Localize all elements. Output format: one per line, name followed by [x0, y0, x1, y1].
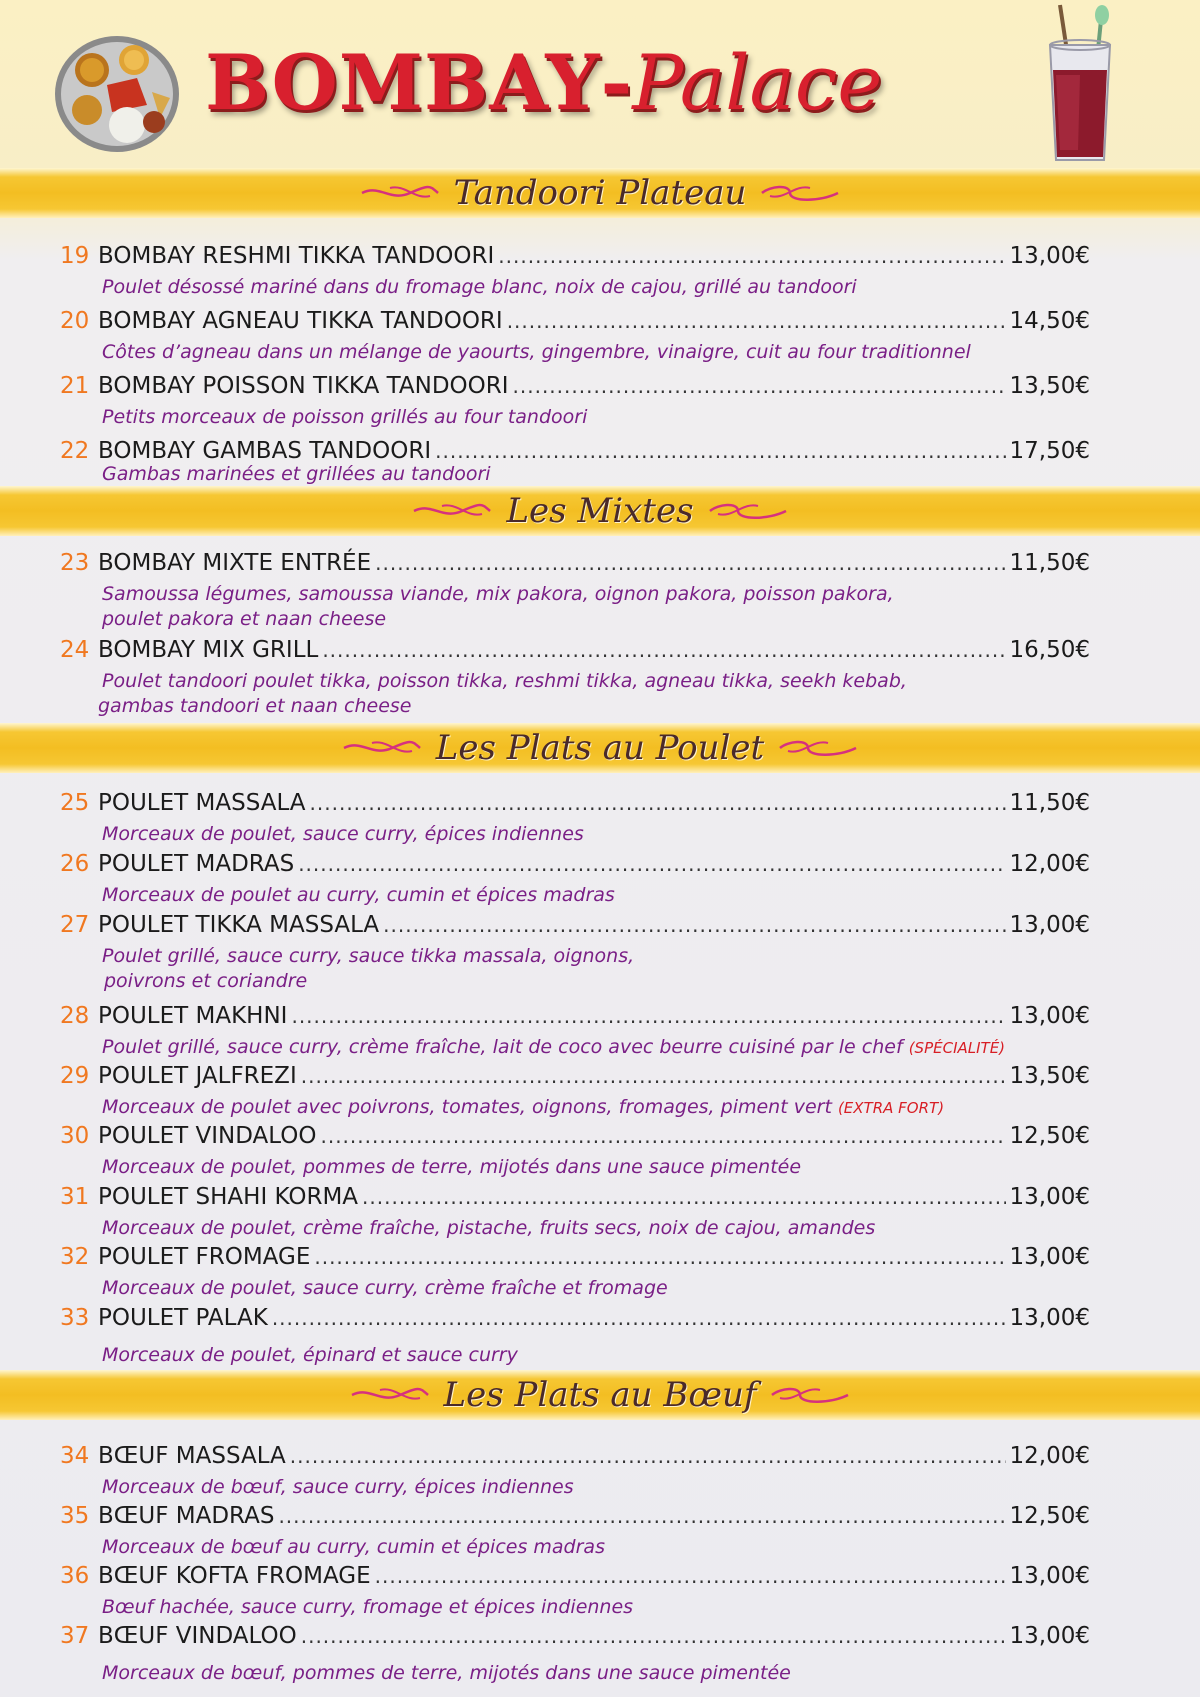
item-price: 13,00€ — [1009, 1244, 1090, 1270]
menu-item — [60, 1623, 1090, 1686]
spice-level-tag: (EXTRA FORT) — [837, 1099, 945, 1117]
brand-separator: - — [600, 38, 633, 127]
menu-item — [60, 308, 1090, 365]
leader-dots — [507, 309, 1006, 333]
flourish-left-icon — [342, 737, 422, 759]
item-name: BŒUF MASSALA — [98, 1443, 286, 1469]
item-description: Poulet désossé mariné dans du fromage blanc, noix de cajou, grillé au tandoori — [102, 276, 857, 298]
flourish-right-icon — [770, 1384, 850, 1406]
item-description: Bœuf hachée, sauce curry, fromage et épices indiennes — [102, 1596, 634, 1618]
item-name: POULET FROMAGE — [98, 1244, 311, 1270]
item-name: POULET TIKKA MASSALA — [98, 912, 380, 938]
item-description: gambas tandoori et naan cheese — [98, 695, 412, 717]
flourish-right-icon — [708, 500, 788, 522]
item-number: 28 — [60, 1003, 90, 1029]
item-price: 13,00€ — [1009, 1623, 1090, 1649]
item-description: Morceaux de poulet au curry, cumin et épices madras — [102, 884, 615, 906]
menu-item — [60, 912, 1090, 994]
leader-dots — [278, 1504, 1005, 1528]
item-name: BŒUF MADRAS — [98, 1503, 275, 1529]
item-number: 20 — [60, 308, 90, 334]
item-price: 13,00€ — [1009, 1003, 1090, 1029]
item-price: 13,00€ — [1009, 1184, 1090, 1210]
flourish-left-icon — [350, 1384, 430, 1406]
menu-item — [60, 243, 1090, 300]
leader-dots — [435, 439, 1005, 463]
item-description: Morceaux de bœuf, pommes de terre, mijotés dans une sauce pimentée — [102, 1662, 791, 1684]
section-title: Les Mixtes — [506, 491, 694, 531]
item-description: Gambas marinées et grillées au tandoori — [102, 463, 491, 485]
flourish-left-icon — [412, 500, 492, 522]
item-number: 29 — [60, 1063, 90, 1089]
item-description: Morceaux de poulet, pommes de terre, mijotés dans une sauce pimentée — [102, 1156, 802, 1178]
item-price: 11,50€ — [1009, 550, 1090, 576]
item-description: Poulet tandoori poulet tikka, poisson tikka, reshmi tikka, agneau tikka, seekh kebab, — [102, 670, 907, 692]
menu-item — [60, 1563, 1090, 1620]
leader-dots — [298, 852, 1005, 876]
leader-dots — [314, 1245, 1005, 1269]
menu-item — [60, 637, 1090, 719]
section-band-plats-au-boeuf — [0, 1370, 1200, 1420]
item-description: Morceaux de poulet, sauce curry, crème fraîche et fromage — [102, 1277, 668, 1299]
flourish-right-icon — [760, 182, 840, 204]
item-price: 12,50€ — [1009, 1503, 1090, 1529]
item-number: 32 — [60, 1244, 90, 1270]
flourish-left-icon — [360, 182, 440, 204]
section-band-tandoori-plateau — [0, 168, 1200, 218]
menu-item — [60, 550, 1090, 632]
item-name: POULET PALAK — [98, 1305, 268, 1331]
menu-item — [60, 1305, 1090, 1368]
item-description: Morceaux de poulet, sauce curry, épices indiennes — [102, 823, 584, 845]
item-number: 25 — [60, 790, 90, 816]
leader-dots — [498, 244, 1005, 268]
item-number: 21 — [60, 373, 90, 399]
item-price: 12,00€ — [1009, 851, 1090, 877]
item-name: POULET SHAHI KORMA — [98, 1184, 359, 1210]
item-price: 12,50€ — [1009, 1123, 1090, 1149]
thali-plate-icon — [52, 30, 182, 155]
restaurant-logo — [205, 38, 882, 127]
item-price: 13,00€ — [1009, 1305, 1090, 1331]
item-number: 26 — [60, 851, 90, 877]
item-price: 16,50€ — [1009, 637, 1090, 663]
drink-glass-icon — [1040, 0, 1120, 170]
item-description: poivrons et coriandre — [104, 970, 308, 992]
item-description: Poulet grillé, sauce curry, sauce tikka massala, oignons, — [102, 945, 635, 967]
menu-item — [60, 790, 1090, 847]
leader-dots — [383, 913, 1005, 937]
item-name: POULET MAKHNI — [98, 1003, 288, 1029]
item-description-text: Poulet grillé, sauce curry, crème fraîche, lait de coco avec beurre cuisiné par le chef — [102, 1036, 903, 1058]
menu-item — [60, 438, 1090, 487]
brand-name: BOMBAY — [205, 38, 601, 127]
leader-dots — [290, 1444, 1006, 1468]
item-price: 17,50€ — [1009, 438, 1090, 464]
menu-item — [60, 1063, 1090, 1121]
item-number: 24 — [60, 637, 90, 663]
leader-dots — [375, 551, 1005, 575]
item-description: Morceaux de poulet, crème fraîche, pistache, fruits secs, noix de cajou, amandes — [102, 1217, 876, 1239]
item-name: POULET JALFREZI — [98, 1063, 297, 1089]
speciality-tag: (SPÉCIALITÉ) — [908, 1039, 1006, 1057]
item-number: 27 — [60, 912, 90, 938]
item-number: 35 — [60, 1503, 90, 1529]
item-number: 36 — [60, 1563, 90, 1589]
item-number: 31 — [60, 1184, 90, 1210]
menu-item — [60, 851, 1090, 908]
leader-dots — [322, 638, 1005, 662]
item-description — [60, 1095, 1090, 1121]
item-name: BOMBAY RESHMI TIKKA TANDOORI — [98, 243, 495, 269]
item-number: 23 — [60, 550, 90, 576]
section-band-plats-au-poulet — [0, 723, 1200, 773]
item-description: Côtes d’agneau dans un mélange de yaourts, gingembre, vinaigre, cuit au four traditionnel — [102, 341, 971, 363]
item-name: BOMBAY MIX GRILL — [98, 637, 319, 663]
item-number: 19 — [60, 243, 90, 269]
leader-dots — [301, 1064, 1006, 1088]
leader-dots — [362, 1185, 1005, 1209]
item-name: BŒUF KOFTA FROMAGE — [98, 1563, 371, 1589]
section-title: Les Plats au Bœuf — [443, 1375, 757, 1415]
item-price: 13,50€ — [1009, 1063, 1090, 1089]
item-description: Petits morceaux de poisson grillés au four tandoori — [102, 406, 588, 428]
item-description: Morceaux de poulet, épinard et sauce curry — [102, 1344, 518, 1366]
leader-dots — [301, 1624, 1006, 1648]
item-number: 30 — [60, 1123, 90, 1149]
leader-dots — [375, 1564, 1006, 1588]
item-name: POULET MADRAS — [98, 851, 295, 877]
leader-dots — [513, 374, 1006, 398]
item-price: 14,50€ — [1009, 308, 1090, 334]
item-name: BOMBAY AGNEAU TIKKA TANDOORI — [98, 308, 503, 334]
section-title: Les Plats au Poulet — [435, 728, 765, 768]
item-price: 13,00€ — [1009, 912, 1090, 938]
item-price: 13,00€ — [1009, 243, 1090, 269]
item-name: POULET MASSALA — [98, 790, 306, 816]
leader-dots — [310, 791, 1006, 815]
item-description: poulet pakora et naan cheese — [102, 608, 387, 630]
item-description — [60, 1035, 1090, 1061]
menu-item — [60, 1184, 1090, 1241]
leader-dots — [291, 1004, 1005, 1028]
item-price: 13,00€ — [1009, 1563, 1090, 1589]
section-title: Tandoori Plateau — [453, 173, 747, 213]
menu-item — [60, 1503, 1090, 1560]
flourish-right-icon — [778, 737, 858, 759]
item-number: 33 — [60, 1305, 90, 1331]
menu-header — [0, 0, 1200, 175]
item-price: 13,50€ — [1009, 373, 1090, 399]
item-number: 34 — [60, 1443, 90, 1469]
section-band-les-mixtes — [0, 486, 1200, 536]
menu-item — [60, 1123, 1090, 1180]
brand-script-name: Palace — [632, 38, 883, 127]
item-name: BOMBAY POISSON TIKKA TANDOORI — [98, 373, 509, 399]
item-name: POULET VINDALOO — [98, 1123, 317, 1149]
leader-dots — [320, 1124, 1005, 1148]
menu-item — [60, 1244, 1090, 1301]
menu-item — [60, 373, 1090, 430]
item-description: Samoussa légumes, samoussa viande, mix pakora, oignon pakora, poisson pakora, — [102, 583, 894, 605]
menu-item — [60, 1003, 1090, 1061]
item-price: 12,00€ — [1009, 1443, 1090, 1469]
item-number: 37 — [60, 1623, 90, 1649]
item-description-text: Morceaux de poulet avec poivrons, tomates, oignons, fromages, piment vert — [102, 1096, 832, 1118]
item-description: Morceaux de bœuf au curry, cumin et épices madras — [102, 1536, 605, 1558]
item-name: BOMBAY MIXTE ENTRÉE — [98, 550, 372, 576]
leader-dots — [272, 1306, 1006, 1330]
menu-item — [60, 1443, 1090, 1500]
item-number: 22 — [60, 438, 90, 464]
item-name: BOMBAY GAMBAS TANDOORI — [98, 438, 432, 464]
item-price: 11,50€ — [1009, 790, 1090, 816]
item-description: Morceaux de bœuf, sauce curry, épices indiennes — [102, 1476, 574, 1498]
item-name: BŒUF VINDALOO — [98, 1623, 297, 1649]
